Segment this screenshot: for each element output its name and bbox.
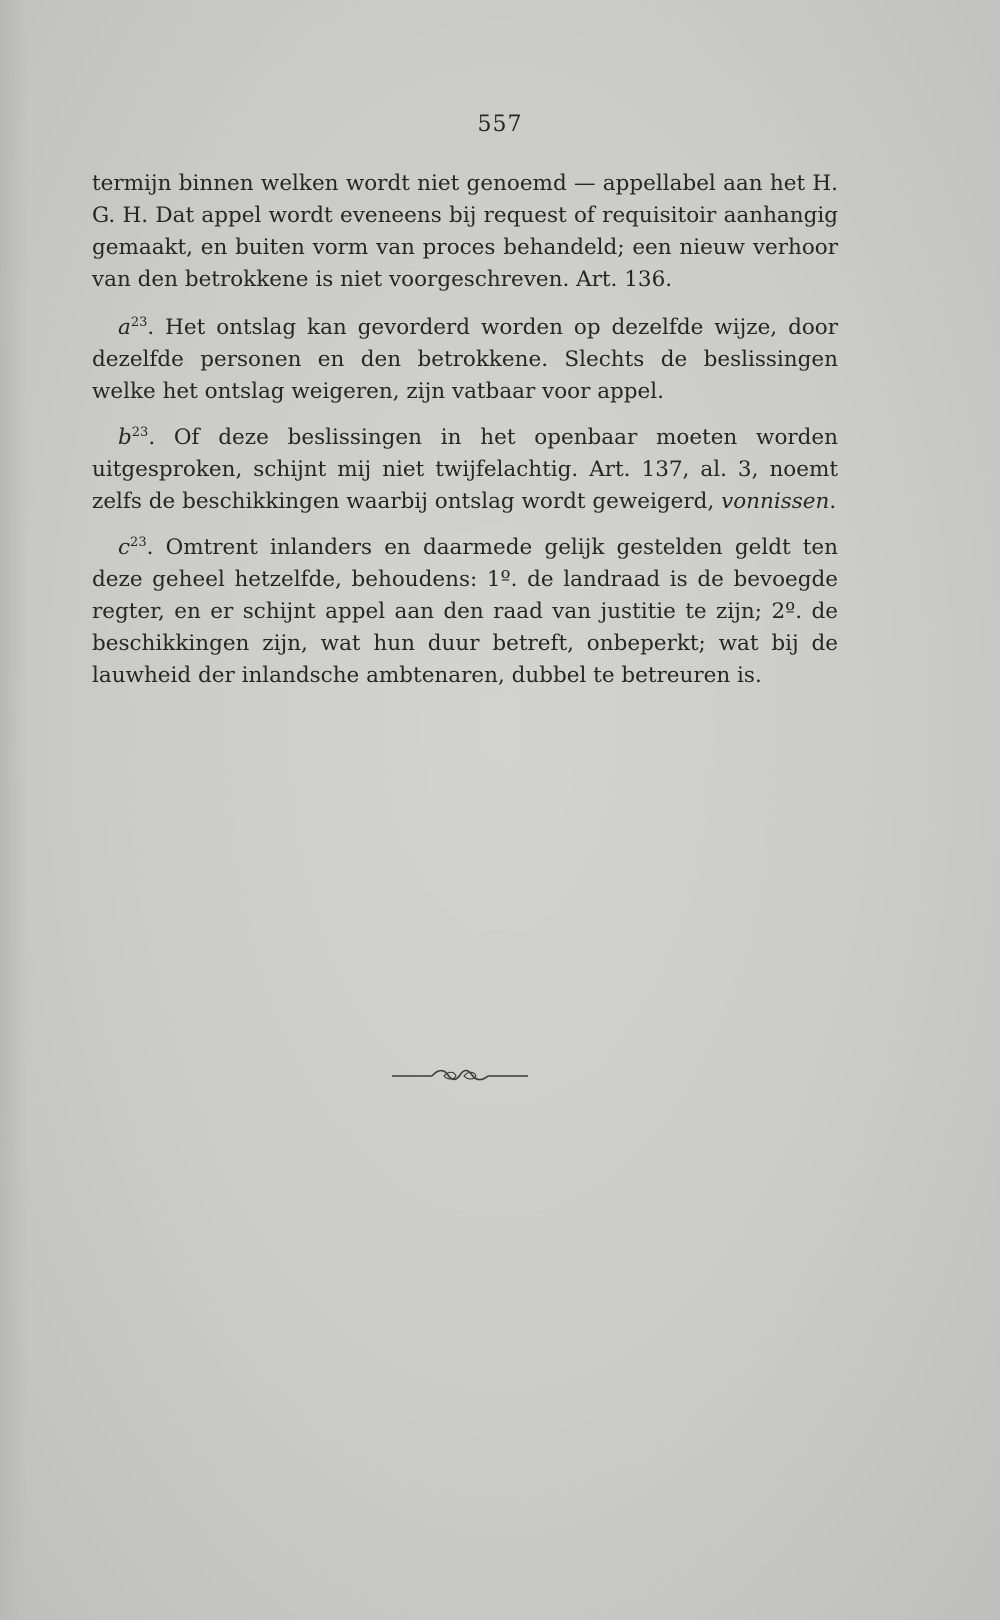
- note-b-text: . Of deze beslissingen in het openbaar moeten worden uitgesproken, schijnt mij niet twijfelachtig. Art. 137, al. 3, noemt zelfs de beschikkingen waarbij ontslag wordt geweigerd,: [92, 425, 838, 514]
- note-b-end: .: [829, 489, 837, 514]
- paragraph-note-a23: [92, 312, 838, 408]
- note-label-a: $a^{23}$: [118, 315, 148, 340]
- flourish-divider-icon: [390, 1065, 530, 1085]
- note-superscript: 23: [130, 535, 147, 550]
- paragraph-continuation: termijn binnen welken wordt niet genoemd — appellabel aan het H. G. H. Dat appel wordt eveneens bij request of requisitoir aanhangig gemaakt, en buiten vorm van proces behandeld; een nieuw verhoor van den betrokkene is niet voorgeschreven. Art. 136.: [92, 171, 838, 292]
- note-c-text: . Omtrent inlanders en daarmede gelijk gestelden geldt ten deze geheel hetzelfde, behoudens: 1º. de landraad is de bevoegde regter, en er schijnt appel aan den raad van justitie te zijn; 2º. de beschikkingen zijn, wat hun duur betreft, onbeperkt; wat bij de lauwheid der inlandsche ambtenaren, dubbel te betreuren is.: [92, 535, 838, 688]
- paragraph-note-b23: [92, 422, 838, 518]
- note-b-italic-term: vonnissen: [721, 489, 830, 514]
- page-number: 557: [477, 112, 523, 137]
- note-label-c: $c^{23}$: [118, 535, 147, 560]
- note-label-b: $b^{23}$: [118, 425, 149, 450]
- note-superscript: 23: [130, 315, 148, 330]
- paragraph-note-c23: [92, 532, 838, 692]
- note-a-text: . Het ontslag kan gevorderd worden op dezelfde wijze, door dezelfde personen en den betrokkene. Slechts de beslissingen welke het ontslag weigeren, zijn vatbaar voor appel.: [92, 315, 838, 404]
- body-text: [92, 168, 838, 706]
- page-edge-shadow: [0, 0, 28, 1620]
- note-superscript: 23: [131, 425, 149, 440]
